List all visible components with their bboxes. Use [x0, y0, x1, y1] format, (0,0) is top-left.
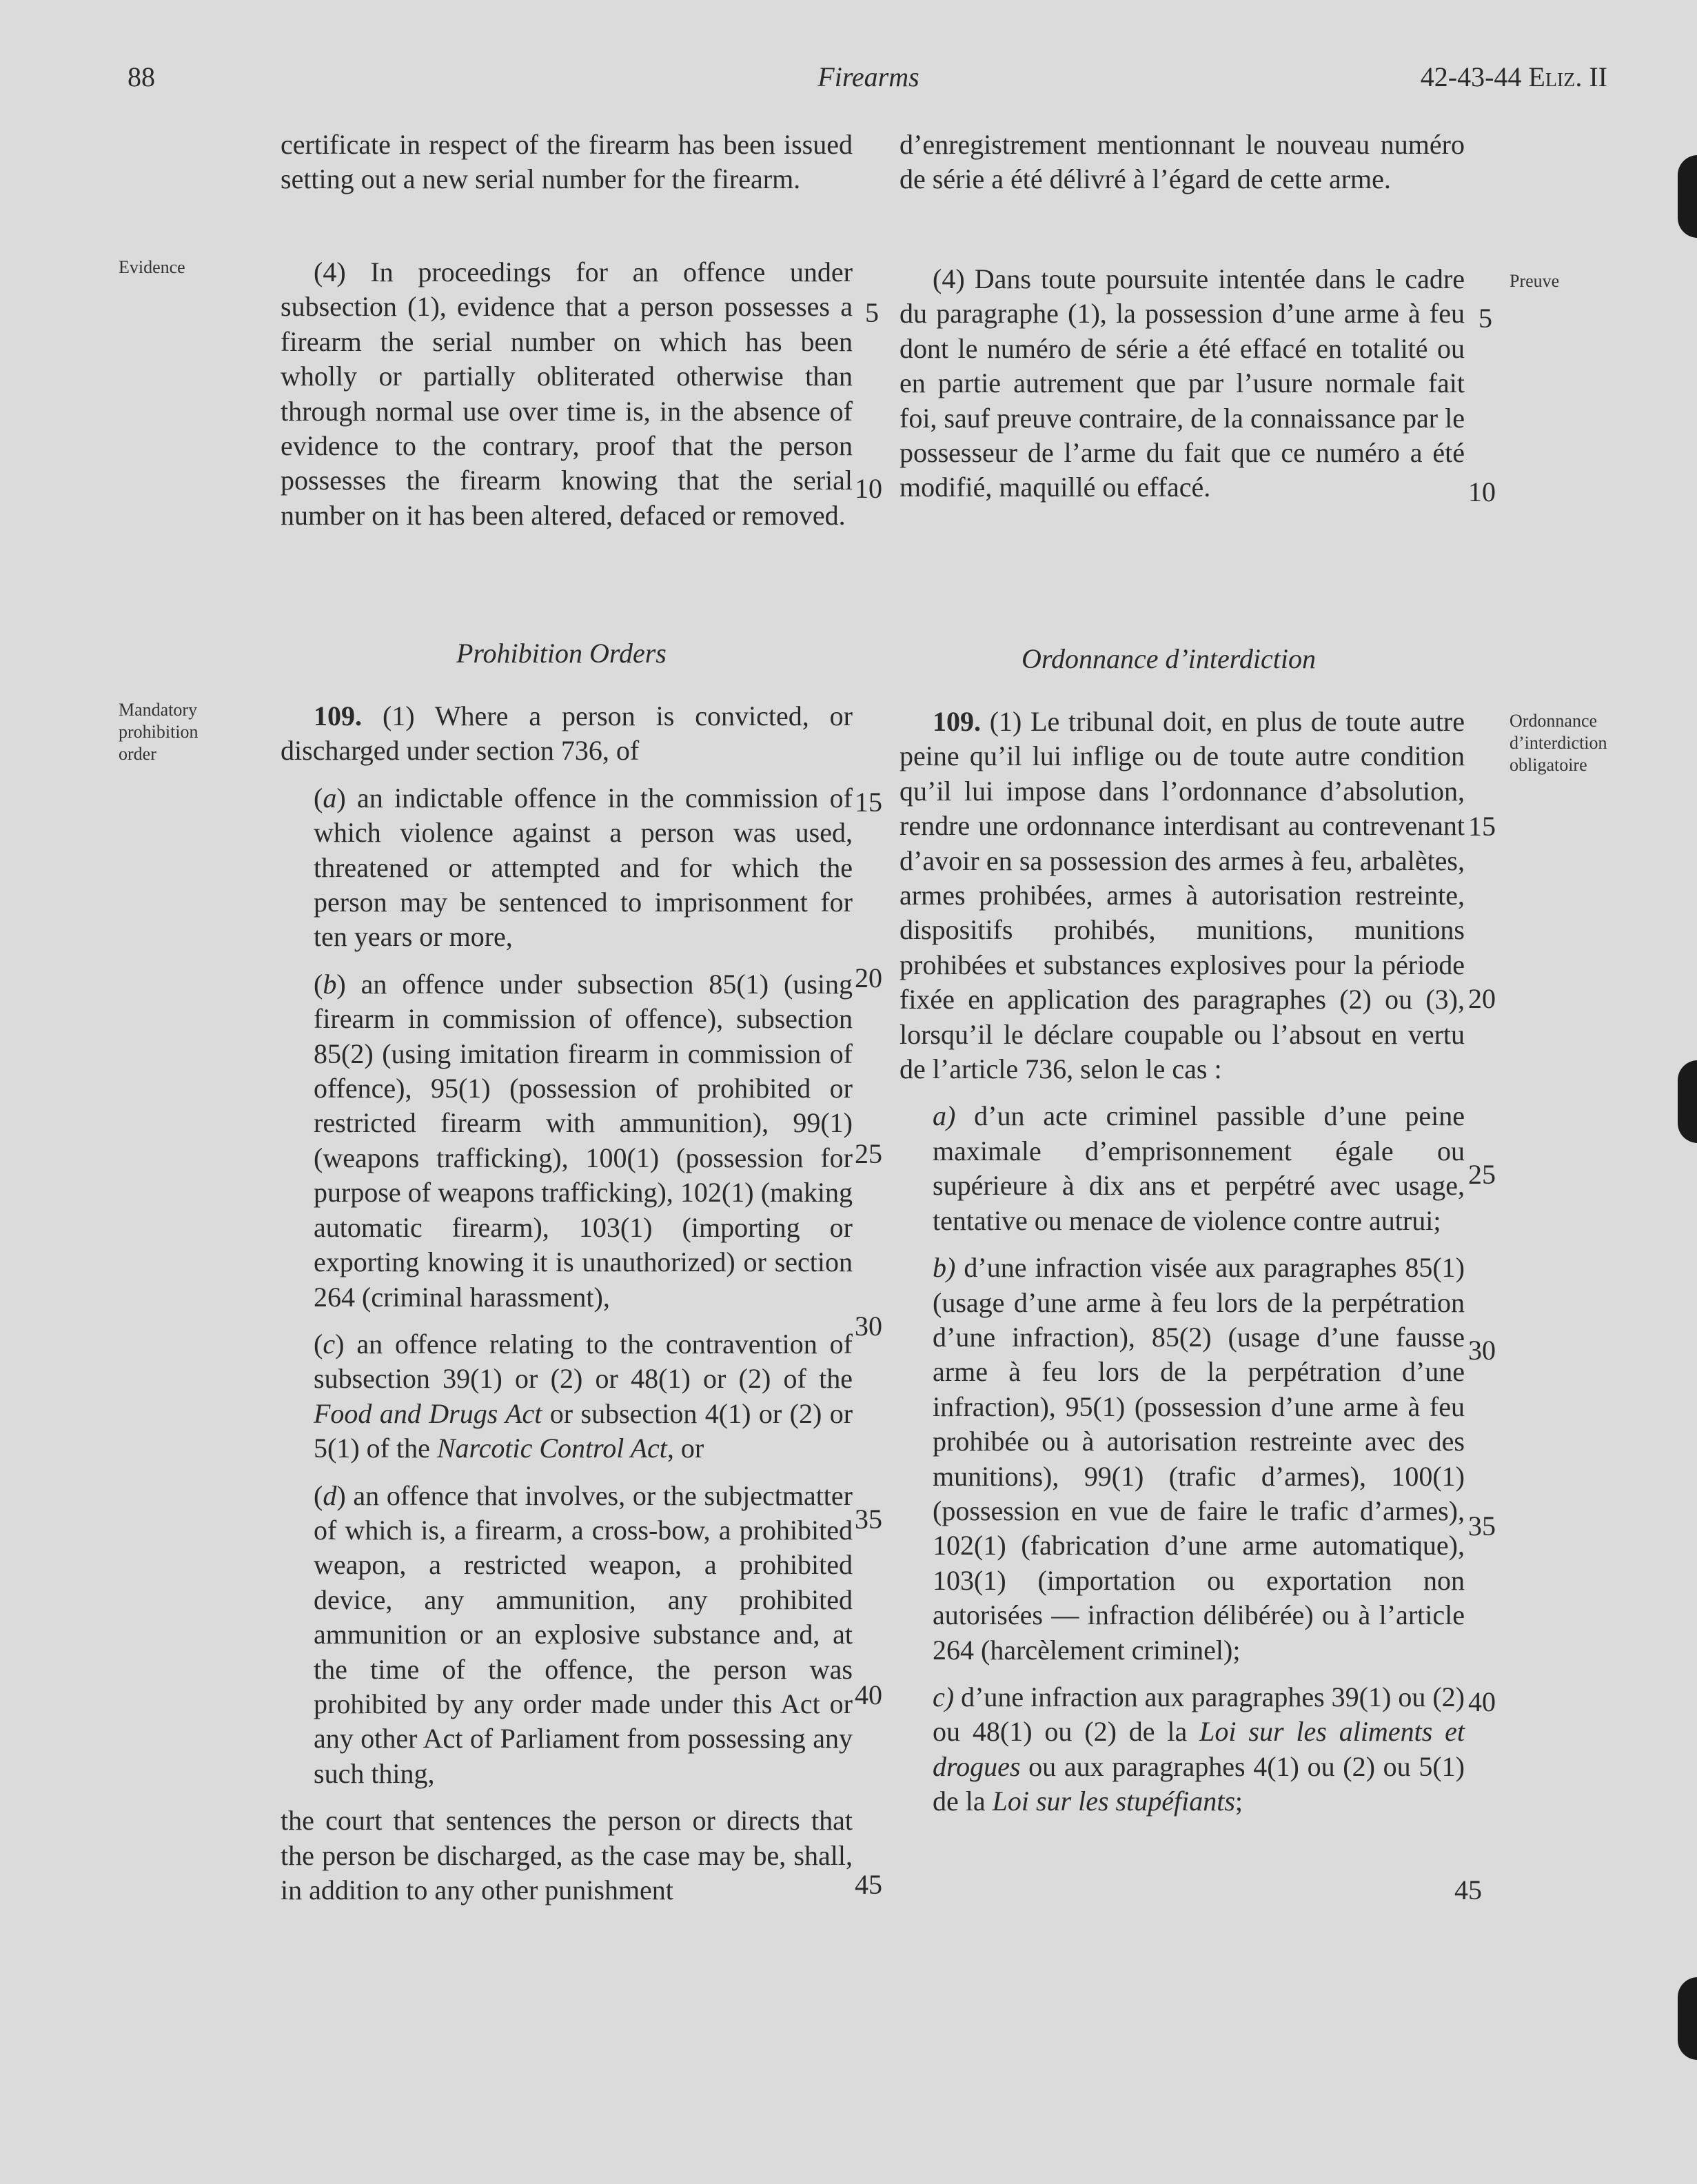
- margin-note-evidence: Evidence: [119, 257, 185, 277]
- french-b-label: b): [933, 1252, 956, 1284]
- line-number-fr: 5: [1478, 303, 1492, 334]
- english-a-text: an indictable offence in the commission of which violence against a person was used, threatened or attempted and for which the person may be sentenced to imprisonment for ten years or more,: [314, 782, 853, 953]
- line-number-en: 10: [855, 473, 882, 504]
- heading-ordonnance: Ordonnance d’interdiction: [1022, 643, 1316, 674]
- line-number-fr: 10: [1468, 476, 1496, 507]
- french-para-c: [933, 1680, 1465, 1819]
- french-intro: [900, 128, 1465, 197]
- line-number-fr: 15: [1468, 811, 1496, 842]
- english-c-act1: Food and Drugs Act: [314, 1397, 542, 1429]
- french-c-act2: Loi sur les stupéfiants: [992, 1786, 1235, 1817]
- margin-note-mandatory: Mandatory prohibition order: [119, 700, 199, 764]
- english-c-act2: Narcotic Control Act: [436, 1433, 667, 1464]
- english-b-text: an offence under subsection 85(1) (using firearm in commission of offence), subsection 85(2) (using imitation firearm in commission of offence), 95(1) (possession of prohibited or restricted firearm with ammunition), 99(1) (weapons trafficking), 100(1) (possession for purpose of weapons trafficking), 102(1) (making automatic firearm), 103(1) (importing or exporting knowing it is unauthorized) or section 264 (criminal harassment),: [314, 968, 853, 1313]
- line-number-en: 40: [855, 1679, 882, 1710]
- english-para-d: (d) an offence that involves, or the subjectmatter of which is, a firearm, a cross-bow, a prohibited weapon, a restricted weapon, a prohibited device, any ammunition, any prohibited ammunition or an explosive substance and, at the time of the offence, the person was prohibited by any order made under this Act or any other Act of Parliament from possessing any such thing,: [314, 1479, 853, 1789]
- binder-hole: [1678, 1977, 1697, 2060]
- english-s4-text: (4) In proceedings for an offence under subsection (1), evidence that a person possesses a firearm the serial number on which has been wholly or partially obliterated otherwise than through normal use over time is, in the absence of evidence to the contrary, proof that the person possesses the firearm knowing that the serial number on it has been altered, defaced or removed.: [281, 256, 853, 531]
- regnal-eliz: Eliz.: [1528, 61, 1583, 92]
- french-s109-number: 109.: [933, 706, 981, 737]
- running-title: Firearms: [817, 61, 919, 92]
- line-number-fr: 40: [1468, 1686, 1496, 1717]
- english-c-mid: or subsection 4(1) or (2) or 5(1) of the: [314, 1397, 853, 1464]
- french-c-post: ;: [1234, 1786, 1243, 1817]
- french-b-text: d’une infraction visée aux paragraphes 85(1) (usage d’une arme à feu lors de la perpétration d’une infraction), 85(2) (usage d’une fausse arme à feu lors de la perpétration d’une infraction), 95(1) (possession d’une arme à feu prohibée ou à autorisation restreinte avec des munitions), 99(1) (trafic d’armes), 100(1) (possession en vue de faire le trafic d’armes), 102(1) (fabrication d’une arme automatique), 103(1) (importation ou exportation non autorisées — infraction délibérée) ou à l’article 264 (harcèlement criminel);: [933, 1252, 1465, 1666]
- english-d-label: d: [323, 1479, 337, 1511]
- line-number-fr: 25: [1468, 1159, 1496, 1190]
- french-s109-text: (1) Le tribunal doit, en plus de toute autre peine qu’il lui inflige ou de toute autre condition qu’il lui impose dans l’ordonnance d’absolution, rendre une ordonnance interdisant au contrevenant d’avoir en sa possession des armes à feu, arbalètes, armes prohibées, armes à autorisation restreinte, dispositifs prohibés, munitions, munitions prohibées et substances explosives pour la période fixée en application des paragraphes (2) ou (3), lorsqu’il le déclare coupable ou l’absout en vertu de l’article 736, selon le cas :: [900, 706, 1465, 1085]
- english-para-c: (c) an offence relating to the contravention of subsection 39(1) or (2) or 48(1) or (2) of the Food and Drugs Act or subsection 4(1) or (2) or 5(1) of the Narcotic Control Act, or: [314, 1328, 853, 1464]
- english-s109-lead: [281, 699, 853, 769]
- english-para-a: (a) an indictable offence in the commission of which violence against a person was used, threatened or attempted and for which the person may be sentenced to imprisonment for ten years or more,: [314, 782, 853, 953]
- regnal-prefix: 42-43-44: [1420, 61, 1529, 92]
- english-c-label: c: [323, 1328, 336, 1359]
- french-c-label: c): [933, 1681, 955, 1712]
- english-closing: the court that sentences the person or directs that the person be discharged, as the case may be, shall, in addition to any other punishment: [281, 1805, 853, 1905]
- english-c-pre: an offence relating to the contravention of subsection 39(1) or (2) or 48(1) or (2) of the: [314, 1328, 853, 1395]
- english-intro: [281, 128, 853, 197]
- regnal-year: [1421, 61, 1607, 94]
- french-c-act1: Loi sur les aliments et drogues: [933, 1716, 1465, 1782]
- french-s109-lead: [900, 705, 1465, 1086]
- line-number-en: 25: [855, 1138, 882, 1169]
- line-number-en: 15: [855, 787, 882, 818]
- french-subsection-4: [900, 262, 1465, 505]
- english-para-b: (b) an offence under subsection 85(1) (using firearm in commission of offence), subsection 85(2) (using imitation firearm in commission of offence), 95(1) (possession of prohibited or restricted firearm with ammunition), 99(1) (weapons trafficking), 100(1) (possession for purpose of weapons trafficking), 102(1) (making automatic firearm), 103(1) (importing or exporting knowing it is unauthorized) or section 264 (criminal harassment),: [314, 968, 853, 1313]
- french-para-a: [933, 1099, 1465, 1238]
- margin-note-preuve: Preuve: [1510, 271, 1560, 291]
- english-b-label: b: [323, 968, 337, 1000]
- line-number-en: 45: [855, 1869, 882, 1900]
- line-number-fr: 30: [1468, 1335, 1496, 1366]
- binder-hole: [1678, 1060, 1697, 1143]
- english-s109-text: (1) Where a person is convicted, or discharged under section 736, of: [281, 700, 853, 767]
- french-s4-text: (4) Dans toute poursuite intentée dans le cadre du paragraphe (1), la possession d’une arme à feu dont le numéro de série a été effacé en totalité ou en partie autrement que par l’usure normale fait foi, sauf preuve contraire, de la connaissance par le possesseur de l’arme du fait que ce numéro a été modifié, maquillé ou effacé.: [900, 263, 1465, 503]
- english-a-label: a: [323, 782, 337, 813]
- english-intro-text: certificate in respect of the firearm has been issued setting out a new serial number for the firearm.: [281, 129, 853, 195]
- line-number-en: 20: [855, 962, 882, 993]
- regnal-suffix: II: [1582, 61, 1607, 92]
- french-intro-text: d’enregistrement mentionnant le nouveau numéro de série a été délivré à l’égard de cette arme.: [900, 129, 1465, 195]
- margin-note-ordonnance: Ordonnance d’interdiction obligatoire: [1510, 711, 1607, 775]
- french-c-mid: ou aux paragraphes 4(1) ou (2) ou 5(1) de la: [933, 1750, 1465, 1817]
- heading-prohibition-orders: Prohibition Orders: [456, 638, 667, 669]
- english-d-text: an offence that involves, or the subjectmatter of which is, a firearm, a cross-bow, a prohibited weapon, a restricted weapon, a prohibited device, any ammunition, any prohibited ammunition or an explosive substance and, at the time of the offence, the person was prohibited by any order made under this Act or any other Act of Parliament from possessing any such thing,: [314, 1479, 853, 1789]
- binder-hole: [1678, 155, 1697, 238]
- line-number-fr: 20: [1468, 983, 1496, 1014]
- english-subsection-4: [281, 255, 853, 533]
- line-number-en: 35: [855, 1504, 882, 1535]
- french-section-109: [900, 705, 1465, 1819]
- french-a-label: a): [933, 1100, 956, 1132]
- french-c-pre: d’une infraction aux paragraphes 39(1) ou (2) ou 48(1) ou (2) de la: [933, 1681, 1465, 1748]
- line-number-en: 30: [855, 1311, 882, 1342]
- line-number-en: 5: [865, 297, 879, 328]
- english-c-post: , or: [667, 1433, 704, 1464]
- english-s109-number: 109.: [314, 700, 362, 731]
- french-a-text: d’un acte criminel passible d’une peine maximale d’emprisonnement égale ou supérieure à dix ans et perpétré avec usage, tentative ou menace de violence contre autrui;: [933, 1100, 1465, 1236]
- line-number-fr: 45: [1454, 1874, 1482, 1905]
- line-number-fr: 35: [1468, 1510, 1496, 1541]
- french-para-b: [933, 1251, 1465, 1668]
- english-section-109: [281, 699, 853, 1908]
- page-number: 88: [128, 61, 155, 92]
